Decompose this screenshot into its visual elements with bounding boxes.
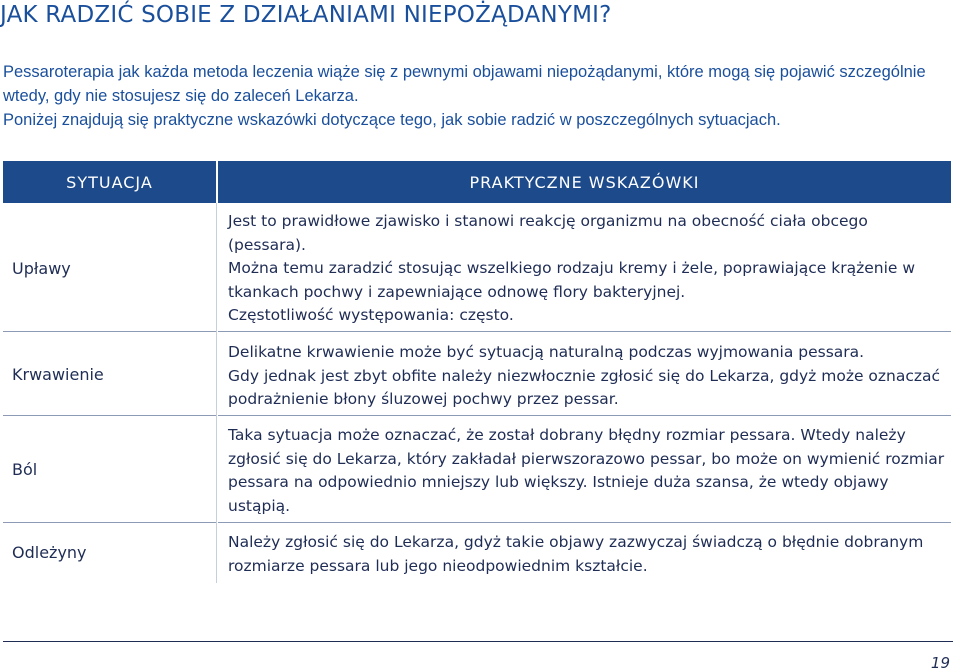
situation-pain: Ból bbox=[12, 460, 38, 479]
tip-text: Częstotliwość występowania: często. bbox=[228, 306, 514, 324]
row-separator bbox=[218, 415, 951, 416]
row-separator bbox=[3, 331, 216, 332]
intro-paragraph-1: Pessaroterapia jak każda metoda leczenia wiąże się z pewnymi objawami niepożądanymi, które mogą się pojawić szczególnie wtedy, gdy nie stosujesz się do zaleceń Lekarza. bbox=[3, 63, 926, 105]
situation-pressure-sores: Odleżyny bbox=[12, 543, 87, 562]
tips-pain bbox=[228, 424, 948, 518]
row-separator bbox=[218, 331, 951, 332]
intro-text bbox=[3, 60, 955, 132]
tip-text: Delikatne krwawienie może być sytuacją naturalną podczas wyjmowania pessara. bbox=[228, 343, 865, 361]
tip-text: Można temu zaradzić stosując wszelkiego rodzaju kremy i żele, poprawiające krążenie w tkankach pochwy i zapewniające odnowę flory bakteryjnej. bbox=[228, 259, 916, 301]
situation-bleeding: Krwawienie bbox=[12, 365, 104, 384]
header-situation: SYTUACJA bbox=[3, 161, 216, 203]
intro-paragraph-2: Poniżej znajdują się praktyczne wskazówki dotyczące tego, jak sobie radzić w poszczególnych sytuacjach. bbox=[3, 111, 781, 129]
row-separator bbox=[218, 522, 951, 523]
page-title: JAK RADZIĆ SOBIE Z DZIAŁANIAMI NIEPOŻĄDANYMI? bbox=[0, 2, 612, 28]
header-practical-tips: PRAKTYCZNE WSKAZÓWKI bbox=[218, 161, 951, 203]
row-separator bbox=[3, 522, 216, 523]
column-divider bbox=[216, 203, 217, 583]
tip-text: Jest to prawidłowe zjawisko i stanowi reakcję organizmu na obecność ciała obcego (pessara). bbox=[228, 212, 868, 254]
page-number: 19 bbox=[930, 654, 950, 672]
tip-text: Należy zgłosić się do Lekarza, gdyż takie objawy zazwyczaj świadczą o błędnie dobranym rozmiarze pessara lub jego nieodpowiednim kształcie. bbox=[228, 533, 924, 575]
row-separator bbox=[3, 415, 216, 416]
situation-discharge: Upławy bbox=[12, 259, 71, 278]
footer-rule bbox=[3, 641, 953, 642]
tips-pressure-sores bbox=[228, 531, 948, 578]
tips-bleeding bbox=[228, 341, 948, 412]
tips-discharge bbox=[228, 210, 948, 328]
tip-text: Taka sytuacja może oznaczać, że został dobrany błędny rozmiar pessara. Wtedy należy zgłosić się do Lekarza, który zakładał pierwszorazowo pessar, bo może on wymienić rozmiar pessara na odpowiednio mniejszy lub większy. Istnieje duża szansa, że wtedy objawy ustąpią. bbox=[228, 426, 945, 515]
tip-text: Gdy jednak jest zbyt obfite należy niezwłocznie zgłosić się do Lekarza, gdyż może oznaczać podrażnienie błony śluzowej pochwy przez pessar. bbox=[228, 366, 941, 408]
